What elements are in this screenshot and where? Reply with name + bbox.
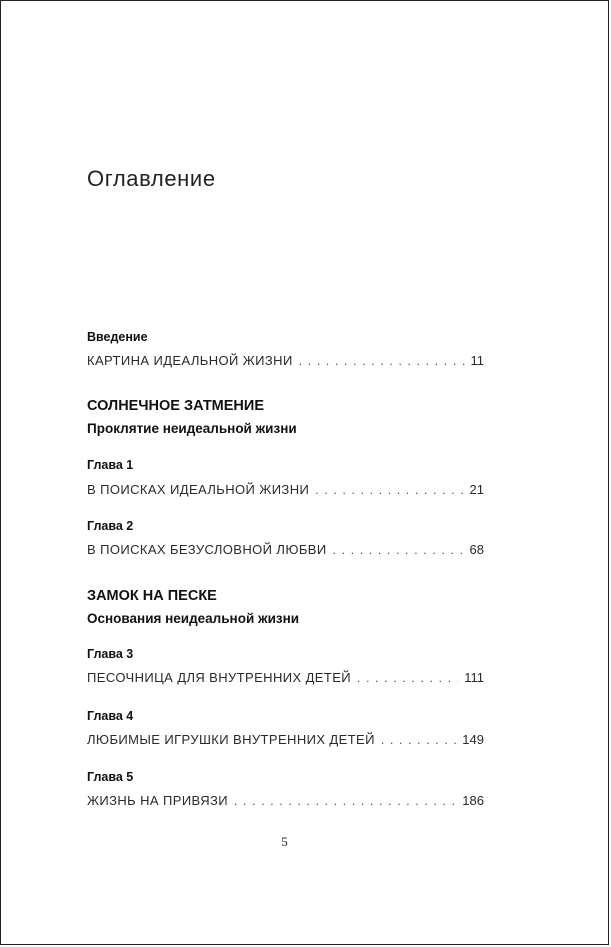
toc-entry-page: 21 [469,482,484,497]
dot-leader [234,794,456,808]
toc-entry-title: В ПОИСКАХ ИДЕАЛЬНОЙ ЖИЗНИ [87,482,310,497]
chapter-label: Глава 3 [87,647,134,661]
dot-leader [333,543,464,557]
chapter-label: Глава 4 [87,709,134,723]
page-title: Оглавление [87,166,216,191]
toc-entry-chapter-5[interactable] [87,793,484,808]
toc-entry-page: 149 [462,732,484,747]
toc-entry-page: 11 [470,353,484,368]
toc-entry-title: В ПОИСКАХ БЕЗУСЛОВНОЙ ЛЮБВИ [87,542,327,557]
toc-entry-page: 111 [464,670,484,685]
part-title: СОЛНЕЧНОЕ ЗАТМЕНИЕ [87,398,264,414]
toc-entry-title: ПЕСОЧНИЦА ДЛЯ ВНУТРЕННИХ ДЕТЕЙ [87,670,352,685]
toc-entry-title: КАРТИНА ИДЕАЛЬНОЙ ЖИЗНИ [87,353,293,368]
dot-leader [381,733,456,747]
toc-entry-page: 186 [462,793,484,808]
dot-leader [299,354,465,368]
toc-entry-chapter-1[interactable] [87,482,484,497]
part-title: ЗАМОК НА ПЕСКЕ [87,588,217,604]
dot-leader [357,671,458,685]
part-subtitle: Основания неидеальной жизни [87,611,300,626]
toc-entry-page: 68 [469,542,484,557]
toc-entry-intro[interactable] [87,353,484,368]
dot-leader [315,483,463,497]
part-subtitle: Проклятие неидеальной жизни [87,421,297,436]
toc-entry-chapter-2[interactable] [87,542,484,557]
toc-entry-chapter-3[interactable] [87,670,484,685]
page-number: 5 [281,834,288,849]
chapter-label: Глава 2 [87,519,134,533]
chapter-label: Глава 5 [87,770,134,784]
chapter-label: Глава 1 [87,458,134,472]
toc-entry-title: ЛЮБИМЫЕ ИГРУШКИ ВНУТРЕННИХ ДЕТЕЙ [87,732,375,747]
toc-entry-title: ЖИЗНЬ НА ПРИВЯЗИ [87,793,228,808]
intro-label: Введение [87,330,148,344]
toc-entry-chapter-4[interactable] [87,732,484,747]
